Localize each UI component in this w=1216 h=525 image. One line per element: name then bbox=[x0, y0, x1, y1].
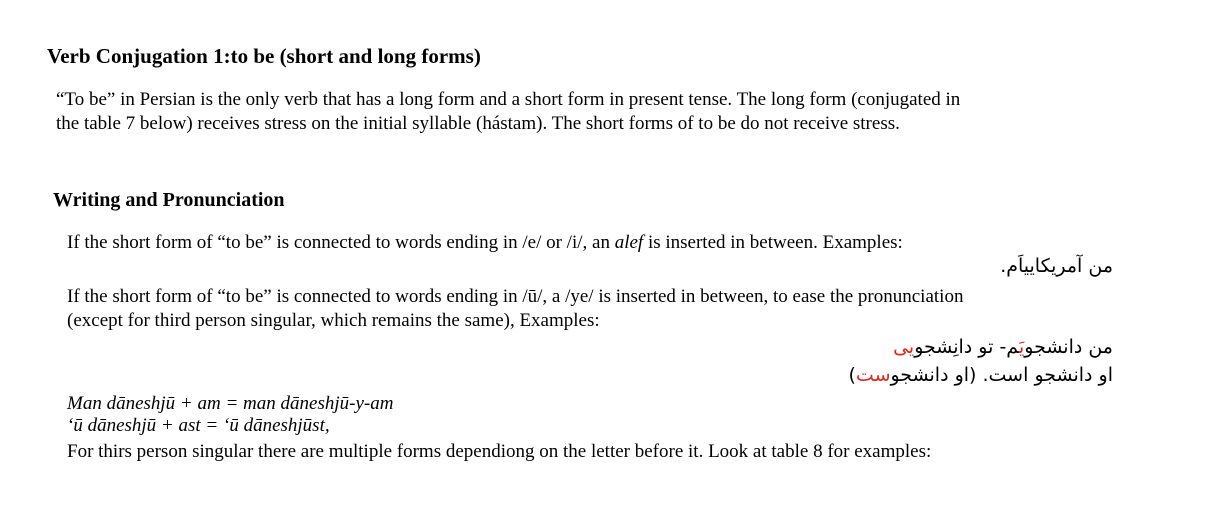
transliteration-examples bbox=[67, 393, 393, 437]
persian-example-alef: من آمریکاییاَم. bbox=[1000, 255, 1113, 277]
persian-example-ye-part2: م- تو دانِشجو bbox=[914, 336, 1019, 358]
intro-line-2: the table 7 below) receives stress on the initial syllable (hástam). The short forms of to be do not receive stress. bbox=[56, 113, 900, 134]
alef-rule-text-after: is inserted in between. Examples: bbox=[643, 232, 903, 253]
persian-example-ye-part1: من دانشجو bbox=[1024, 336, 1113, 358]
persian-example-ye-highlight-2: یی bbox=[893, 336, 915, 358]
intro-line-1: “To be” in Persian is the only verb that has a long form and a short form in present tense. The long form (conjugated in bbox=[56, 89, 961, 110]
persian-example-third-part2: است. (او دانشجو bbox=[890, 364, 1035, 386]
third-person-note: For thirs person singular there are multiple forms dependiong on the letter before it. Look at table 8 for examples: bbox=[67, 441, 932, 462]
persian-example-ye-highlight-1: یَ bbox=[1018, 336, 1025, 358]
intro-paragraph bbox=[56, 88, 960, 136]
persian-example-third-person bbox=[848, 364, 1113, 386]
transliteration-line-1: Man dāneshjū + am = man dāneshjū-y-am bbox=[67, 393, 394, 414]
ye-rule-paragraph bbox=[67, 285, 963, 333]
alef-rule-text-before: If the short form of “to be” is connected to words ending in /e/ or /i/, an bbox=[67, 232, 615, 253]
persian-example-third-part1: او دانشجو bbox=[1034, 364, 1113, 386]
page-title: Verb Conjugation 1:to be (short and long forms) bbox=[47, 44, 481, 68]
alef-term: alef bbox=[614, 232, 644, 253]
alef-rule-paragraph bbox=[67, 231, 903, 255]
ye-rule-line-1: If the short form of “to be” is connected to words ending in /ū/, a /ye/ is inserted in between, to ease the pronunciation bbox=[67, 286, 964, 307]
persian-example-third-highlight-2: ست bbox=[855, 364, 891, 386]
persian-example-ye bbox=[893, 336, 1113, 358]
section-heading: Writing and Pronunciation bbox=[53, 189, 285, 211]
ye-rule-line-2: (except for third person singular, which remains the same), Examples: bbox=[67, 310, 600, 331]
persian-example-third-part3: ) bbox=[848, 364, 856, 386]
transliteration-line-2: ‘ū dāneshjū + ast = ‘ū dāneshjūst, bbox=[67, 415, 330, 436]
